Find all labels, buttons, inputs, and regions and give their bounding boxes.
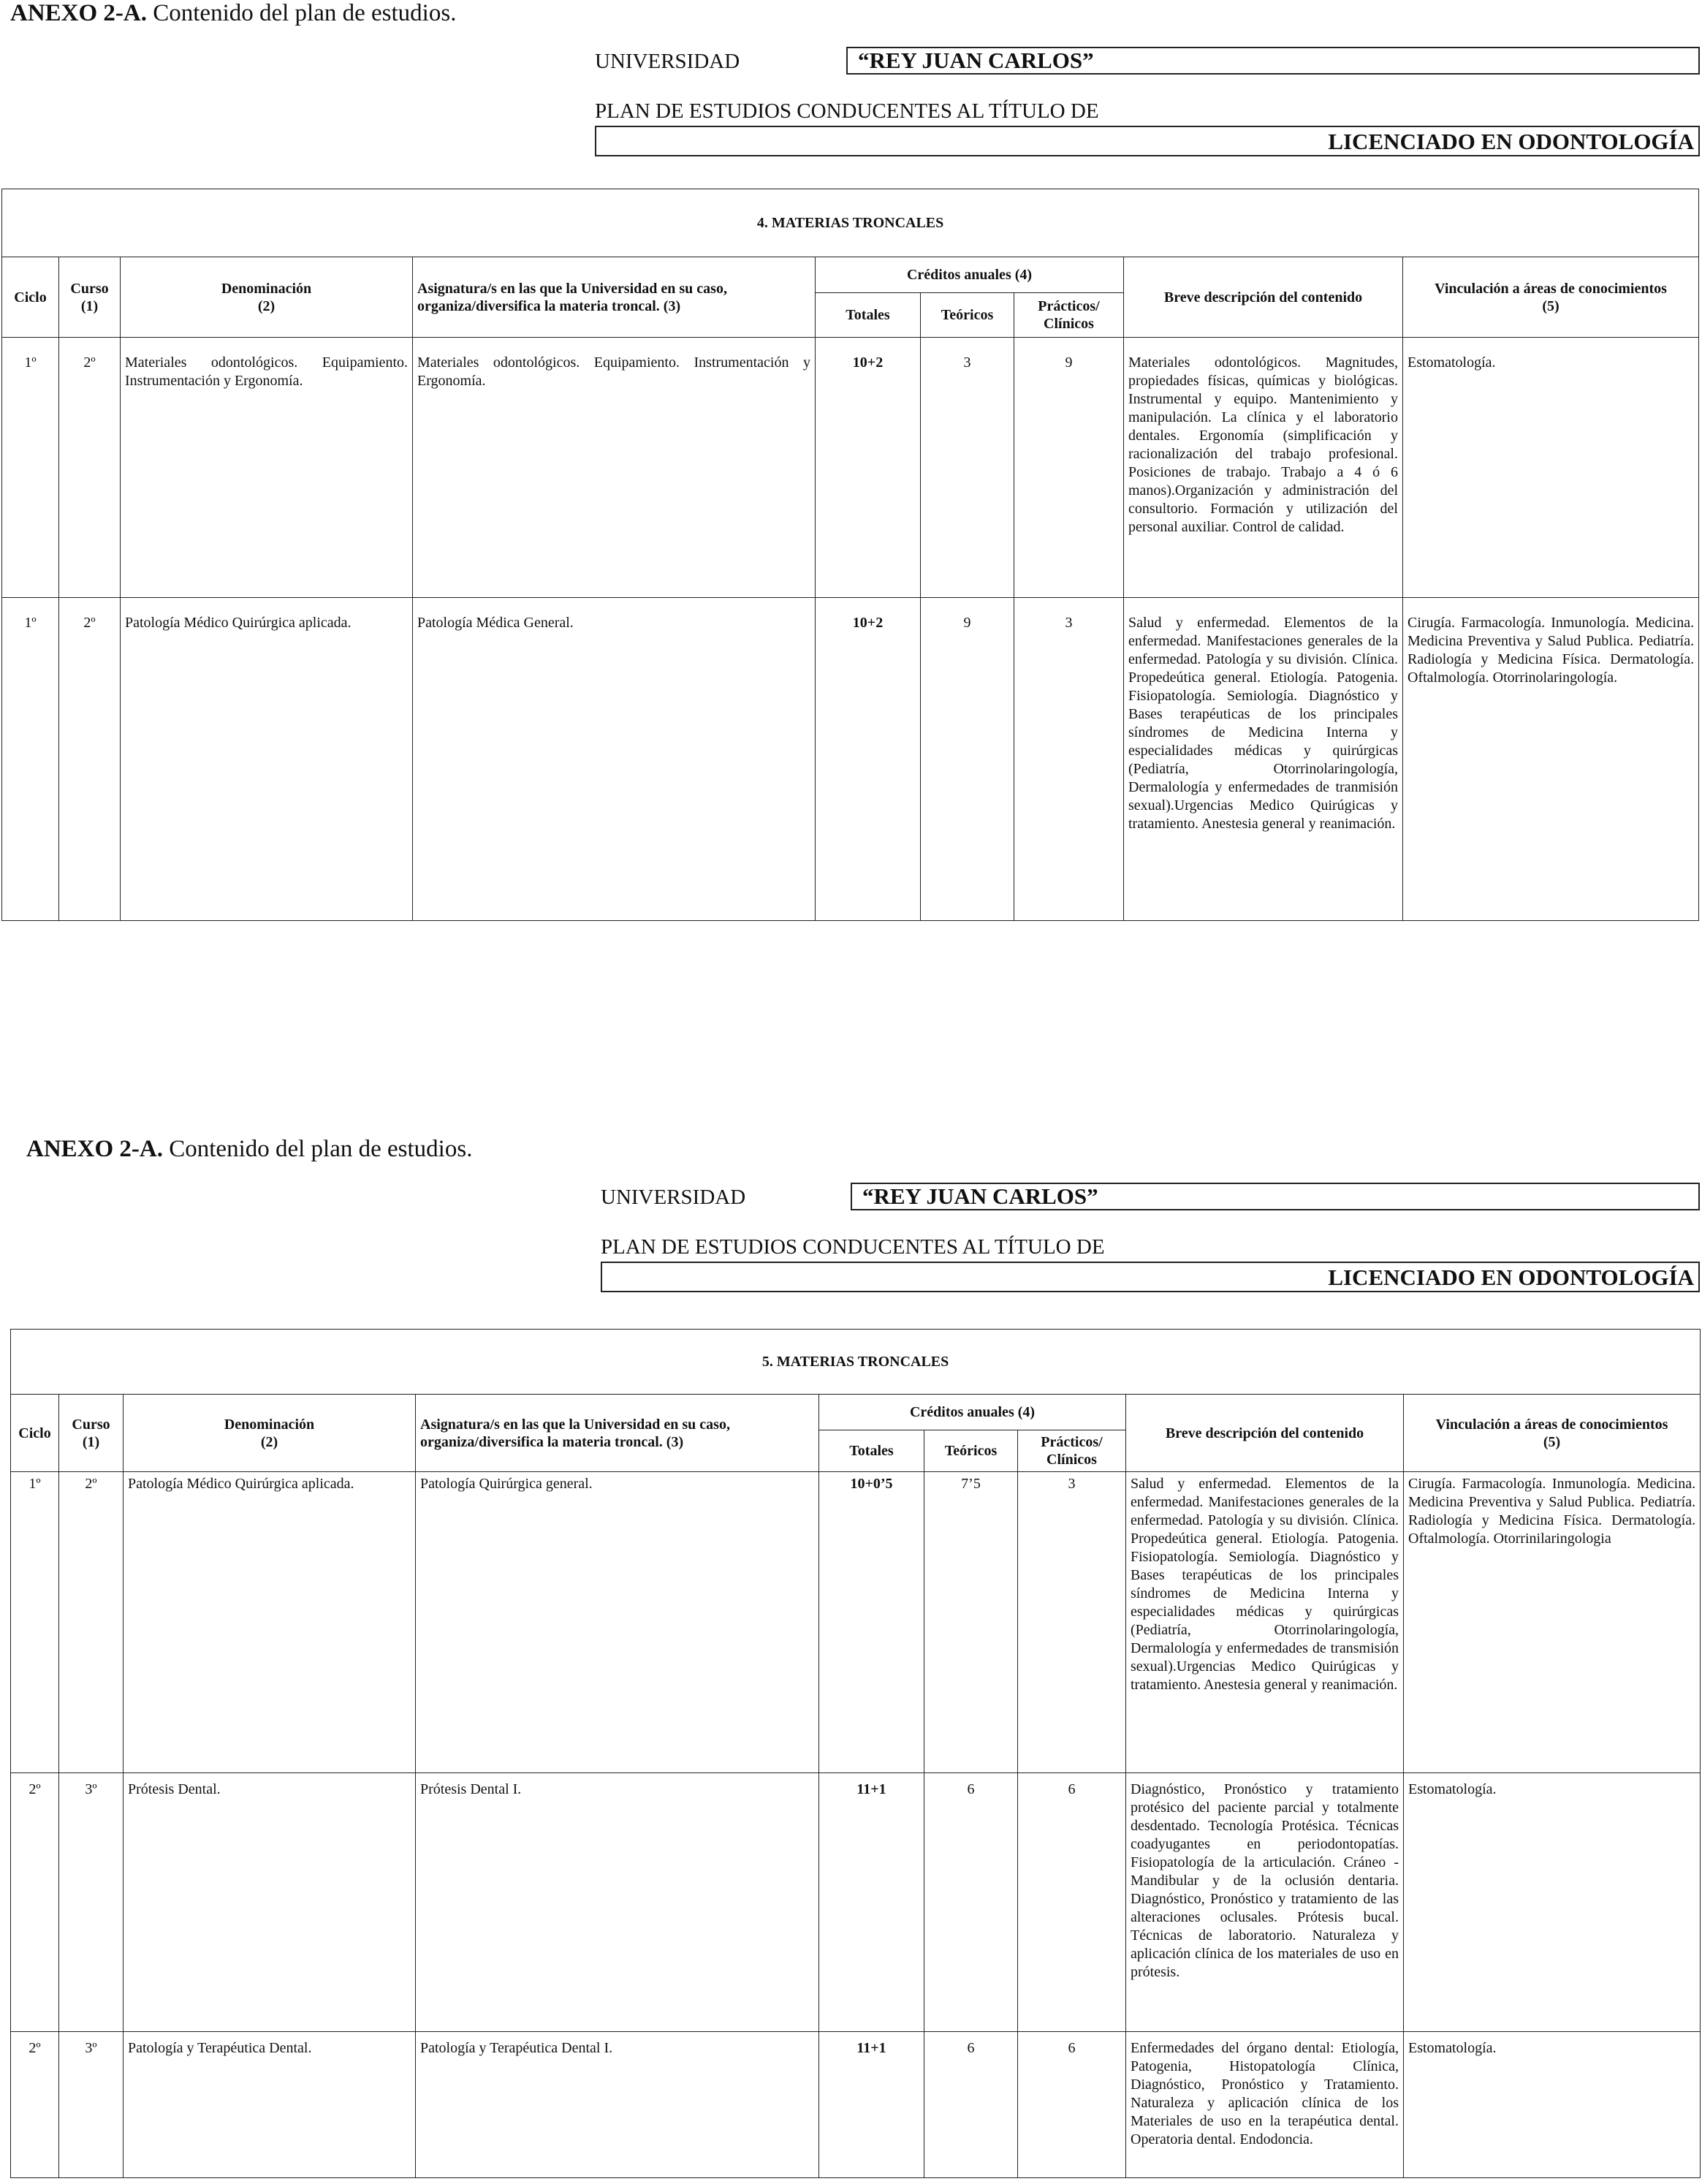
curso-cell: 2º [59,1472,124,1773]
asignatura-cell: Materiales odontológicos. Equipamiento. Instrumentación y Ergonomía. [413,338,816,598]
col-asignatura: Asignatura/s en las que la Universidad en su caso, organiza/diversifica la materia troncal. (3) [416,1395,819,1472]
areas-cell: Cirugía. Farmacología. Inmunología. Medicina. Medicina Preventiva y Salud Publica. Pediatría. Radiología y Medicina Física. Dermatología. Oftalmología. Otorrinilaringologia [1404,1472,1701,1773]
denominacion-cell: Patología Médico Quirúrgica aplicada. [124,1472,416,1773]
practicos-cell: 6 [1018,1773,1126,2032]
table-title: 4. MATERIAS TRONCALES [2,189,1699,257]
col-totales: Totales [816,293,921,338]
anexo-heading: ANEXO 2-A. Contenido del plan de estudios. [26,1136,473,1162]
descripcion-cell: Enfermedades del órgano dental: Etiología, Patogenia, Histopatología Clínica, Diagnóstico, Pronóstico y Tratamiento. Naturaleza y aplicación clínica de los Materiales de uso en la terapéutica dental. Operatoria dental. Endodoncia. [1126,2032,1404,2178]
col-asignatura: Asignatura/s en las que la Universidad en su caso, organiza/diversifica la materia troncal. (3) [413,257,816,338]
descripcion-cell: Salud y enfermedad. Elementos de la enfermedad. Manifestaciones generales de la enfermedad. Patología y su división. Clínica. Propedeútica general. Etiología. Patogenia. Fisiopatología. Semiología. Diagnóstico y Bases terapéuticas de los principales síndromes de Medicina Interna y especialidades médicas y quirúrgicas (Pediatría, Otorrinolaringología, Dermalología y enfermedades de tranmisión sexual).Urgencias Medico Quirúgicas y tratamiento. Anestesia general y reanimación. [1124,598,1403,921]
curso-cell: 2º [59,598,121,921]
teoricos-cell: 3 [921,338,1014,598]
asignatura-cell: Prótesis Dental I. [416,1773,819,2032]
asignatura-cell: Patología Quirúrgica general. [416,1472,819,1773]
ciclo-cell: 1º [2,338,59,598]
table-row [11,1472,1701,1773]
universidad-label: UNIVERSIDAD [601,1186,746,1209]
anexo-heading: ANEXO 2-A. Contenido del plan de estudios. [10,0,457,26]
col-ciclo: Ciclo [11,1395,59,1472]
plan-label: PLAN DE ESTUDIOS CONDUCENTES AL TÍTULO DE [595,99,1099,123]
ciclo-cell: 1º [2,598,59,921]
ciclo-cell: 2º [11,1773,59,2032]
col-creditos: Créditos anuales (4) [816,257,1124,293]
col-denominacion: Denominación (2) [121,257,413,338]
totales-cell: 10+2 [816,598,921,921]
denominacion-cell: Patología Médico Quirúrgica aplicada. [121,598,413,921]
plan-label: PLAN DE ESTUDIOS CONDUCENTES AL TÍTULO DE [601,1235,1105,1259]
practicos-cell: 6 [1018,2032,1126,2178]
denominacion-cell: Patología y Terapéutica Dental. [124,2032,416,2178]
col-areas: Vinculación a áreas de conocimientos (5) [1404,1395,1701,1472]
col-curso: Curso (1) [59,257,121,338]
teoricos-cell: 9 [921,598,1014,921]
table-title: 5. MATERIAS TRONCALES [11,1330,1701,1395]
areas-cell: Estomatología. [1404,2032,1701,2178]
titulo-box: LICENCIADO EN ODONTOLOGÍA [595,126,1700,156]
col-practicos: Prácticos/ Clínicos [1014,293,1124,338]
col-creditos: Créditos anuales (4) [819,1395,1126,1430]
table-row [2,598,1699,921]
areas-cell: Cirugía. Farmacología. Inmunología. Medicina. Medicina Preventiva y Salud Publica. Pediatría. Radiología y Medicina Física. Dermatología. Oftalmología. Otorrinolaringología. [1403,598,1699,921]
table-row [11,2032,1701,2178]
totales-cell: 10+0’5 [819,1472,924,1773]
ciclo-cell: 1º [11,1472,59,1773]
teoricos-cell: 6 [924,1773,1018,2032]
areas-cell: Estomatología. [1403,338,1699,598]
col-practicos: Prácticos/ Clínicos [1018,1430,1126,1472]
totales-cell: 11+1 [819,2032,924,2178]
universidad-label: UNIVERSIDAD [595,50,740,73]
descripcion-cell: Diagnóstico, Pronóstico y tratamiento protésico del paciente parcial y totalmente desdentado. Tecnología Protésica. Técnicas coadyugantes en periodontopatías. Fisiopatología de la articulación. Cráneo - Mandibular y de la oclusión dentaria. Diagnóstico, Pronóstico y tratamiento de las alteraciones oclusales. Prótesis bucal. Técnicas de laboratorio. Naturaleza y aplicación clínica de los materiales de uso en prótesis. [1126,1773,1404,2032]
table-row [2,338,1699,598]
descripcion-cell: Materiales odontológicos. Magnitudes, propiedades físicas, químicas y biológicas. Instrumental y equipo. Mantenimiento y manipulación. La clínica y el laboratorio dentales. Ergonomía (simplificación y racionalización del trabajo profesional. Posiciones de trabajo. Trabajo a 4 ó 6 manos).Organización y administración del consultorio. Formación y utilización del personal auxiliar. Control de calidad. [1124,338,1403,598]
asignatura-cell: Patología y Terapéutica Dental I. [416,2032,819,2178]
col-teoricos: Teóricos [924,1430,1018,1472]
curso-cell: 3º [59,1773,124,2032]
totales-cell: 10+2 [816,338,921,598]
col-denominacion: Denominación (2) [124,1395,416,1472]
practicos-cell: 3 [1018,1472,1126,1773]
table-row [11,1773,1701,2032]
col-teoricos: Teóricos [921,293,1014,338]
teoricos-cell: 6 [924,2032,1018,2178]
col-descripcion: Breve descripción del contenido [1124,257,1403,338]
practicos-cell: 9 [1014,338,1124,598]
titulo-box: LICENCIADO EN ODONTOLOGÍA [601,1262,1700,1292]
materias-table-2 [10,1329,1701,2178]
materias-table-1 [1,189,1699,921]
practicos-cell: 3 [1014,598,1124,921]
denominacion-cell: Prótesis Dental. [124,1773,416,2032]
totales-cell: 11+1 [819,1773,924,2032]
col-areas: Vinculación a áreas de conocimientos (5) [1403,257,1699,338]
ciclo-cell: 2º [11,2032,59,2178]
col-descripcion: Breve descripción del contenido [1126,1395,1404,1472]
col-ciclo: Ciclo [2,257,59,338]
areas-cell: Estomatología. [1404,1773,1701,2032]
col-totales: Totales [819,1430,924,1472]
descripcion-cell: Salud y enfermedad. Elementos de la enfermedad. Manifestaciones generales de la enfermedad. Patología y su división. Clínica. Propedeútica general. Etiología. Patogenia. Fisiopatología. Semiología. Diagnóstico y Bases terapéuticas de los principales síndromes de Medicina Interna y especialidades médicas y quirúrgicas (Pediatría, Otorrinolaringología, Dermalología y enfermedades de transmisión sexual).Urgencias Medico Quirúgicas y tratamiento. Anestesia general y reanimación. [1126,1472,1404,1773]
col-curso: Curso (1) [59,1395,124,1472]
curso-cell: 3º [59,2032,124,2178]
curso-cell: 2º [59,338,121,598]
denominacion-cell: Materiales odontológicos. Equipamiento. Instrumentación y Ergonomía. [121,338,413,598]
asignatura-cell: Patología Médica General. [413,598,816,921]
universidad-name-box: “REY JUAN CARLOS” [851,1183,1700,1210]
teoricos-cell: 7’5 [924,1472,1018,1773]
universidad-name-box: “REY JUAN CARLOS” [846,47,1700,75]
